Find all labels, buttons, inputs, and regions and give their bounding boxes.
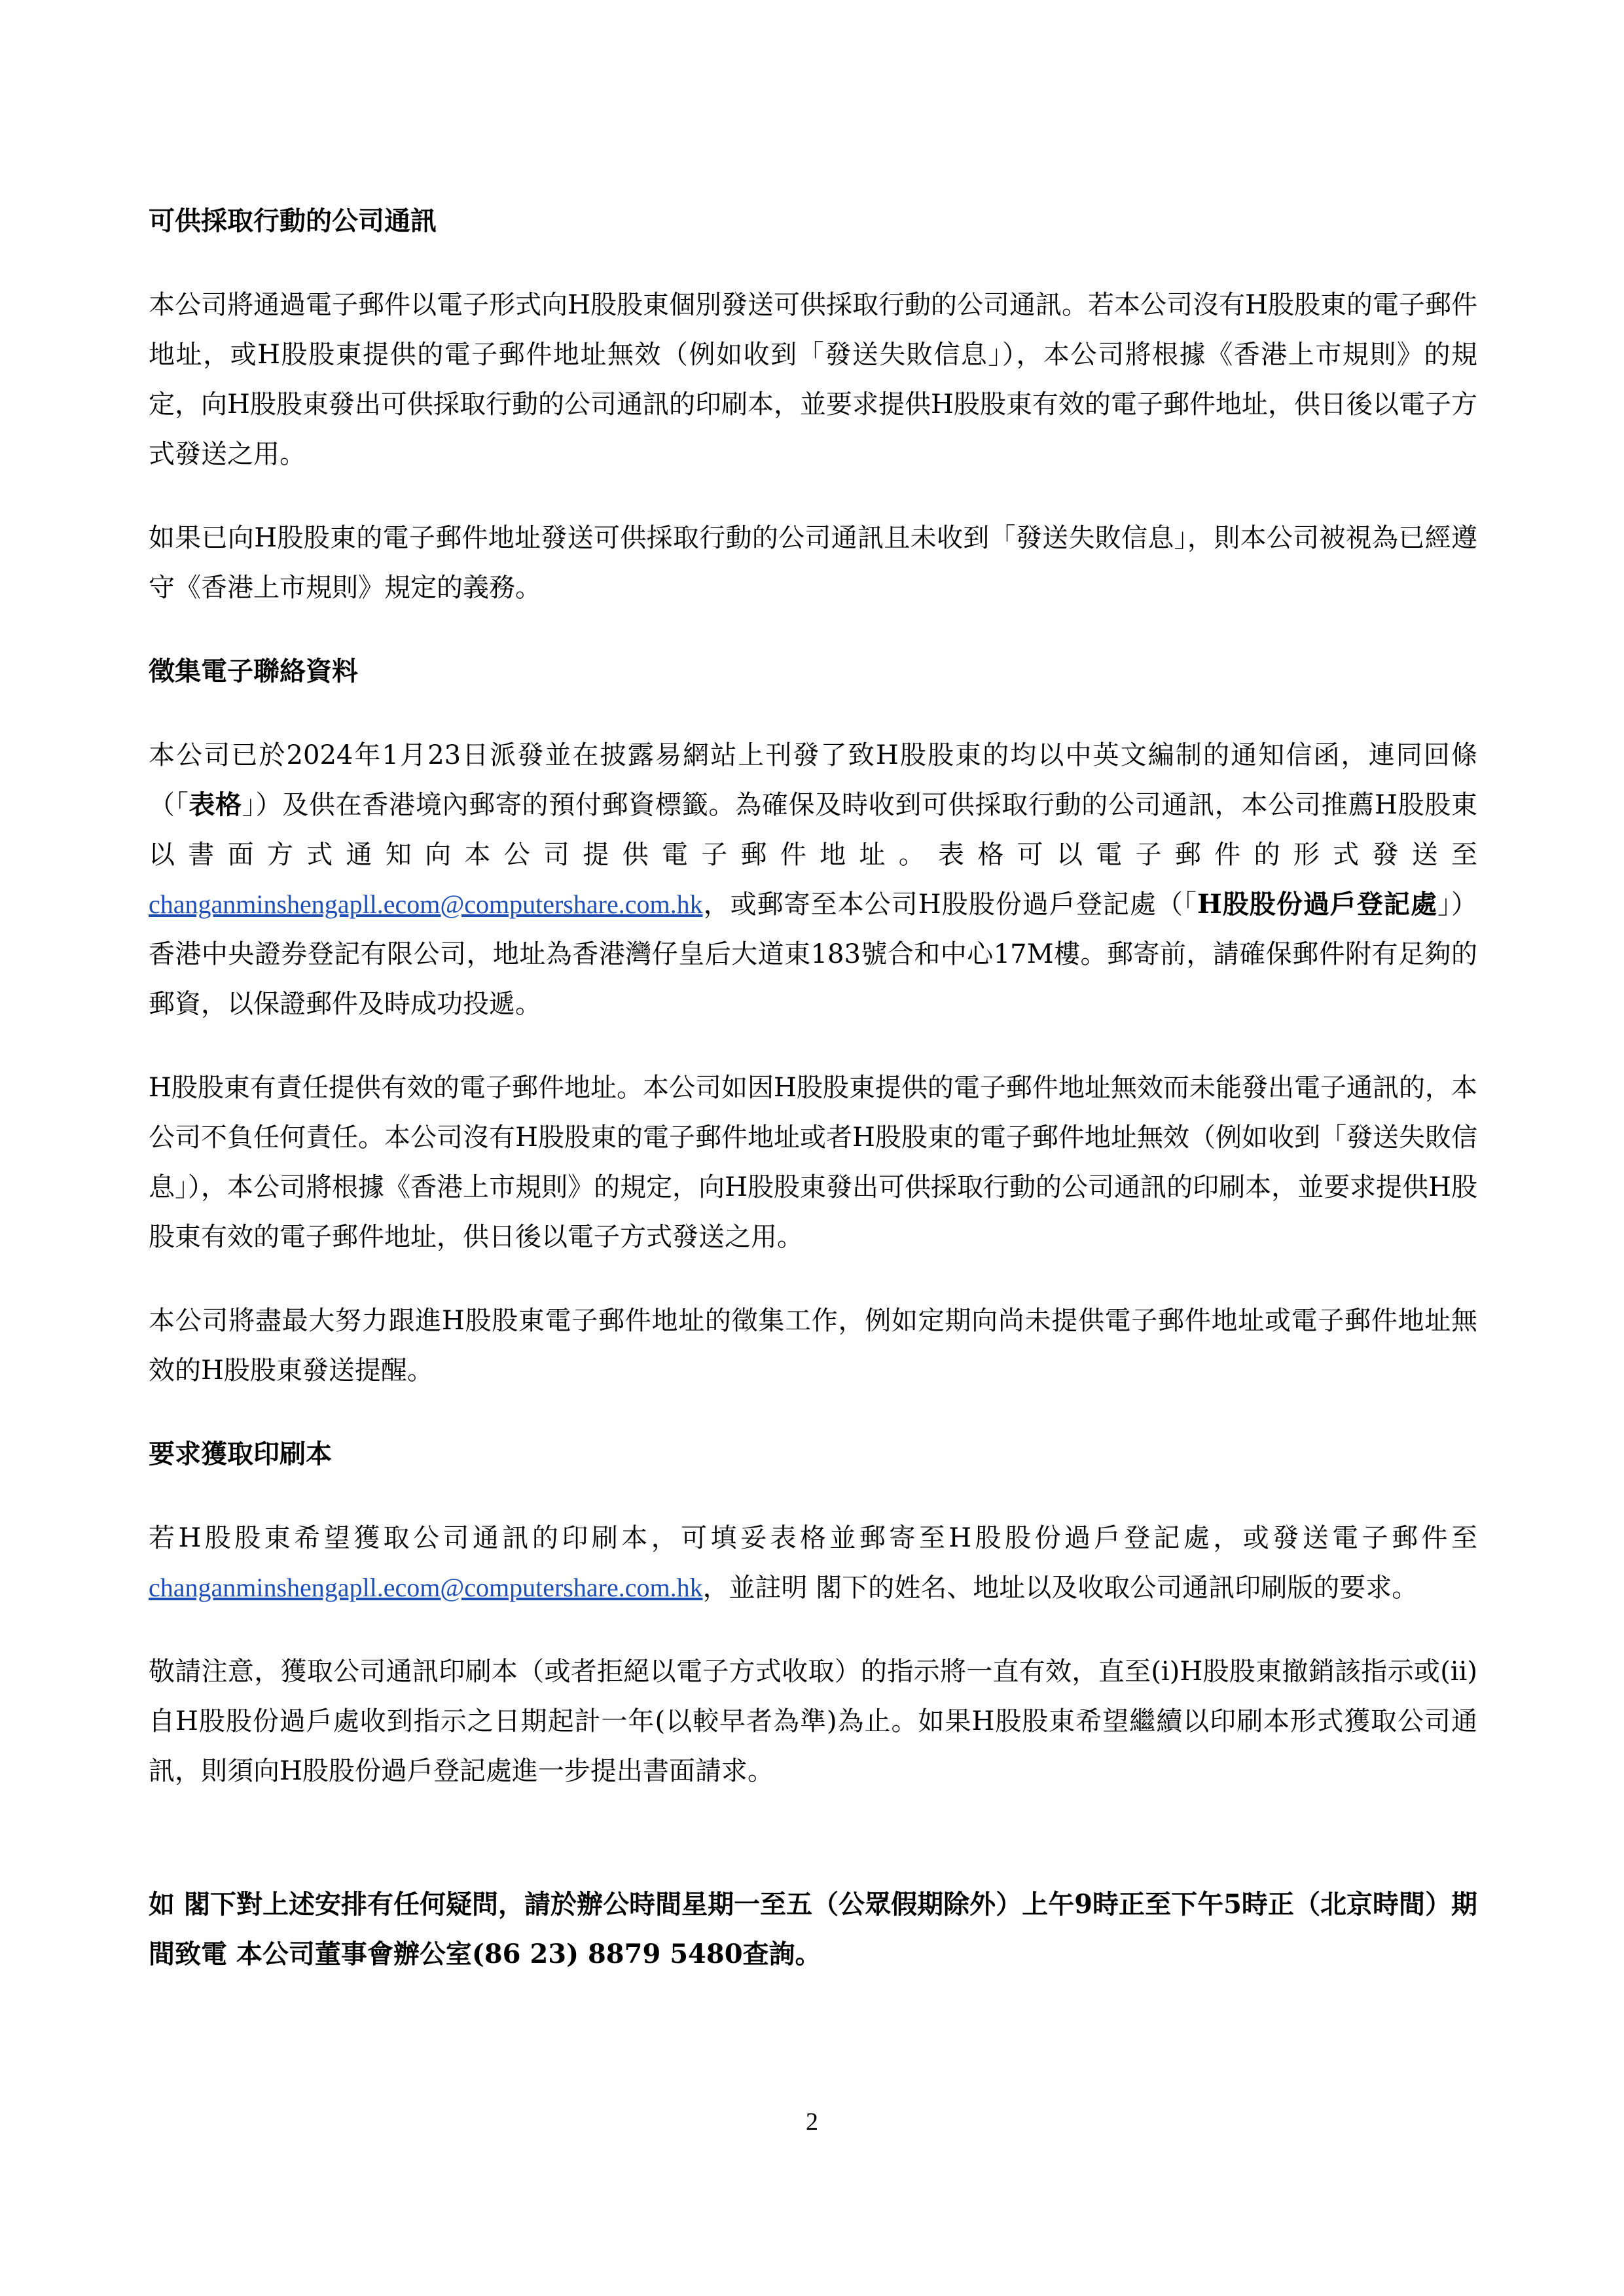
email-link[interactable]: changanminshengapll.ecom@computershare.com.hk bbox=[149, 1573, 703, 1602]
paragraph-instruction-validity: 敬請注意，獲取公司通訊印刷本（或者拒絕以電子方式收取）的指示將一直有效，直至(i)H股股東撤銷該指示或(ii)自H股股份過戶處收到指示之日期起計一年(以較早者為準)為止。如果H股股東希望繼續以印刷本形式獲取公司通訊，則須向H股股份過戶登記處進一步提出書面請求。 bbox=[149, 1657, 1477, 1786]
paragraph-responsibility: H股股東有責任提供有效的電子郵件地址。本公司如因H股股東提供的電子郵件地址無效而未能發出電子通訊的，本公司不負任何責任。本公司沒有H股股東的電子郵件地址或者H股股東的電子郵件地址無效（例如收到「發送失敗信息」），本公司將根據《香港上市規則》的規定，向H股股東發出可供採取行動的公司通訊的印刷本，並要求提供H股股東有效的電子郵件地址，供日後以電子方式發送之用。 bbox=[149, 1073, 1477, 1252]
email-link[interactable]: changanminshengapll.ecom@computershare.com.hk bbox=[149, 889, 703, 919]
paragraph-printed-copy-request bbox=[149, 1513, 1477, 1613]
spacer bbox=[149, 1830, 1477, 1880]
defined-term-form: 表格 bbox=[189, 789, 242, 820]
text-segment: 本公司已於2024年1月23日派發並在披露易網站上刊發了致H股股東的均以中英文編制的通知信函，連同回條（「 bbox=[149, 740, 1477, 820]
page-number: 2 bbox=[806, 2108, 818, 2136]
text-segment: ，並註明 閣下的姓名、地址以及收取公司通訊印刷版的要求。 bbox=[702, 1573, 1418, 1603]
text-segment: 」）香港中央證券登記有限公司，地址為香港灣仔皇后大道東183號合和中心17M樓。郵寄前，請確保郵件附有足夠的郵資，以保證郵件及時成功投遞。 bbox=[149, 889, 1478, 1019]
paragraph-obligation-compliance: 如果已向H股股東的電子郵件地址發送可供採取行動的公司通訊且未收到「發送失敗信息」，則本公司被視為已經遵守《香港上市規則》規定的義務。 bbox=[149, 523, 1477, 603]
paragraph-email-delivery: 本公司將通過電子郵件以電子形式向H股股東個別發送可供採取行動的公司通訊。若本公司沒有H股股東的電子郵件地址，或H股股東提供的電子郵件地址無效（例如收到「發送失敗信息」），本公司將根據《香港上市規則》的規定，向H股股東發出可供採取行動的公司通訊的印刷本，並要求提供H股股東有效的電子郵件地址，供日後以電子方式發送之用。 bbox=[149, 290, 1477, 469]
text-segment: ，或郵寄至本公司H股股份過戶登記處（「 bbox=[702, 889, 1197, 920]
paragraph-notification-letter bbox=[149, 730, 1477, 1029]
section-heading-request-printed-copy: 要求獲取印刷本 bbox=[149, 1439, 332, 1469]
section-heading-collect-contact-info: 徵集電子聯絡資料 bbox=[149, 656, 358, 687]
text-segment: 若H股股東希望獲取公司通訊的印刷本，可填妥表格並郵寄至H股股份過戶登記處，或發送電子郵件至 bbox=[149, 1523, 1477, 1553]
document-body bbox=[149, 196, 1477, 2013]
defined-term-share-registrar: H股股份過戶登記處 bbox=[1197, 889, 1437, 920]
paragraph-follow-up: 本公司將盡最大努力跟進H股股東電子郵件地址的徵集工作，例如定期向尚未提供電子郵件地址或電子郵件地址無效的H股股東發送提醒。 bbox=[149, 1306, 1477, 1386]
paragraph-contact-enquiry: 如 閣下對上述安排有任何疑問，請於辦公時間星期一至五（公眾假期除外）上午9時正至下午5時正（北京時間）期間致電 本公司董事會辦公室(86 23) 8879 5480查詢。 bbox=[149, 1889, 1477, 1969]
text-segment: 」）及供在香港境內郵寄的預付郵資標籤。為確保及時收到可供採取行動的公司通訊，本公司推薦H股股東以書面方式通知向本公司提供電子郵件地址。表格可以電子郵件的形式發送至 bbox=[149, 790, 1477, 870]
section-heading-actionable-communications: 可供採取行動的公司通訊 bbox=[149, 206, 437, 236]
